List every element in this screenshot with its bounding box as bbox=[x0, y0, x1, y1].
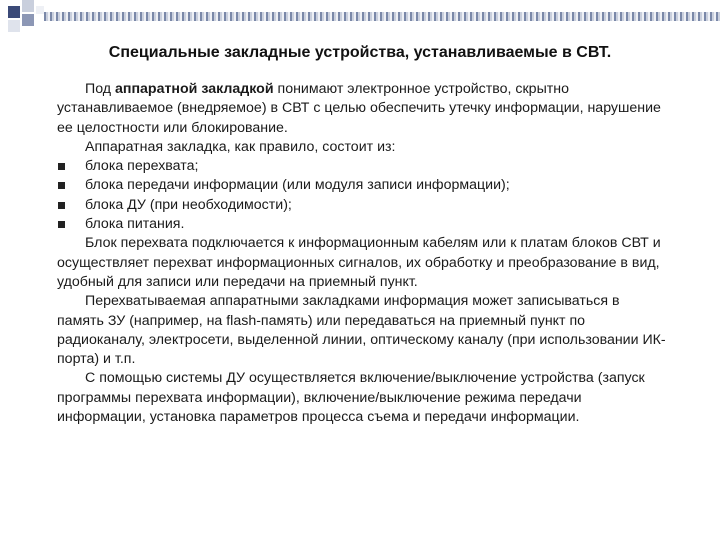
component-list bbox=[57, 157, 667, 234]
list-item: блока перехвата; bbox=[57, 157, 667, 176]
slide-body bbox=[57, 80, 667, 427]
list-item: блока ДУ (при необходимости); bbox=[57, 196, 667, 215]
list-item: блока питания. bbox=[57, 215, 667, 234]
bullet-icon bbox=[58, 163, 65, 170]
paragraph-composition: Аппаратная закладка, как правило, состоит из: bbox=[85, 138, 396, 155]
paragraph-definition: Под аппаратной закладкой понимают электронное устройство, скрытно устанавливаемое (внедряемое) в СВТ с целью обеспечить утечку информации, нарушение ее целостности или блокирование. bbox=[57, 81, 661, 136]
header-rule bbox=[44, 12, 720, 21]
bullet-icon bbox=[58, 202, 65, 209]
paragraph-interception: Блок перехвата подключается к информационным кабелям или к платам блоков СВТ и осуществляет перехват информационных сигналов, их обработку и преобразование в вид, удобный для записи или передачи на приемный пункт. bbox=[57, 235, 661, 290]
bullet-icon bbox=[58, 221, 65, 228]
paragraph-remote-control: С помощью системы ДУ осуществляется включение/выключение устройства (запуск программы перехвата информации), включение/выключение режима передачи информации, установка параметров процесса съема и передачи информации. bbox=[57, 370, 645, 426]
bullet-icon bbox=[58, 182, 65, 189]
paragraph-storage: Перехватываемая аппаратными закладками информация может записываться в память ЗУ (например, на flash-память) или передаваться на приемный пункт по радиоканалу, электросети, выделенной линии, оптическому каналу (при использовании ИК-порта) и т.п. bbox=[57, 293, 666, 368]
term-bold: аппаратной закладкой bbox=[115, 81, 274, 97]
slide-title: Специальные закладные устройства, устанавливаемые в СВТ. bbox=[108, 44, 612, 61]
list-item: блока передачи информации (или модуля записи информации); bbox=[57, 176, 667, 195]
